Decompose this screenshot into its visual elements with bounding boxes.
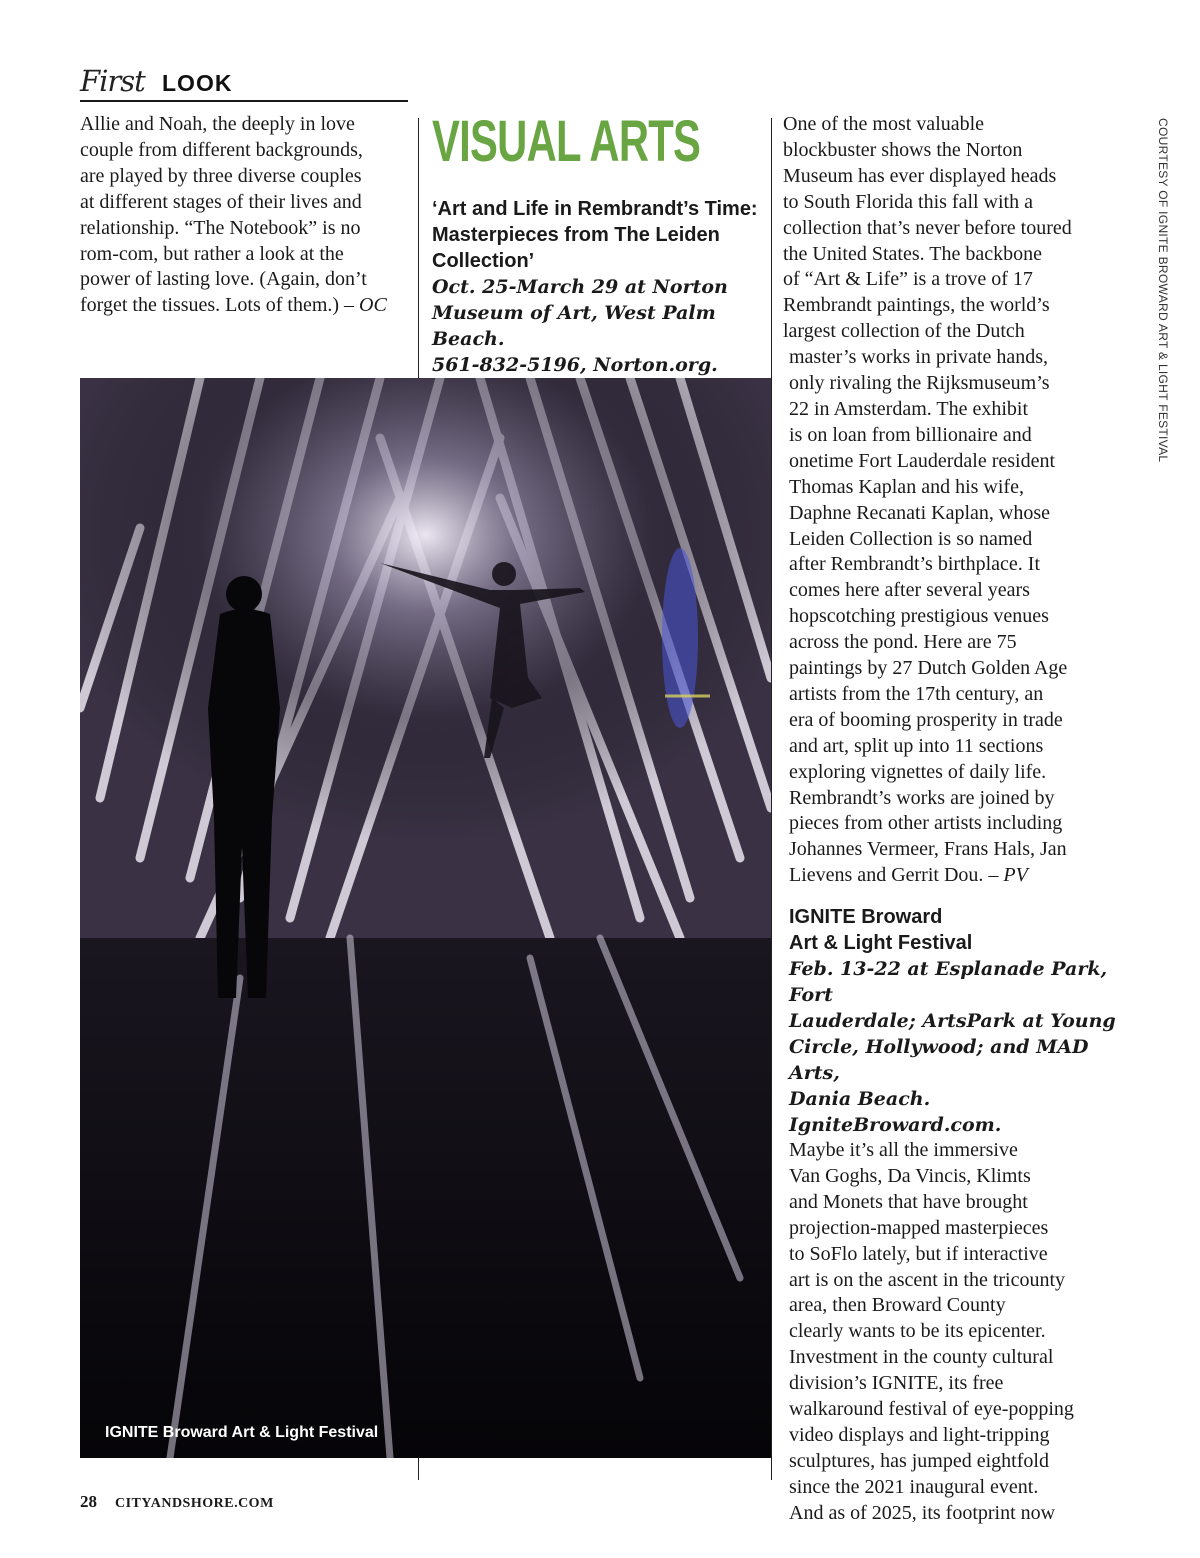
page-number: 28 bbox=[80, 1492, 97, 1511]
text-line bbox=[80, 293, 414, 319]
text-line: at different stages of their lives and bbox=[80, 190, 362, 213]
text-line: Daphne Recanati Kaplan, whose bbox=[789, 501, 1051, 524]
meta-line: Feb. 13-22 at Esplanade Park, Fort bbox=[789, 958, 1108, 1006]
text-line: Johannes Vermeer, Frans Hals, Jan bbox=[789, 838, 1067, 861]
text-line: hopscotching prestigious venues bbox=[789, 605, 1049, 628]
text-line: paintings by 27 Dutch Golden Age bbox=[789, 657, 1068, 680]
text-line bbox=[783, 863, 1128, 889]
meta-line: Oct. 25-March 29 at Norton bbox=[432, 276, 728, 298]
text-line: of “Art & Life” is a trove of 17 bbox=[783, 268, 1033, 291]
text-line: video displays and light-tripping bbox=[789, 1423, 1050, 1446]
meta-line: Lauderdale; ArtsPark at Young bbox=[789, 1010, 1116, 1032]
text-line: walkaround festival of eye-popping bbox=[789, 1398, 1074, 1421]
column-rule bbox=[418, 1458, 419, 1480]
column-rule bbox=[771, 118, 772, 1480]
text-line: power of lasting love. (Again, don’t bbox=[80, 268, 367, 291]
text-line: sculptures, has jumped eightfold bbox=[789, 1449, 1049, 1472]
text-line: Leiden Collection is so named bbox=[789, 527, 1033, 550]
text-line: era of booming prosperity in trade bbox=[789, 708, 1063, 731]
text-line: largest collection of the Dutch bbox=[783, 320, 1025, 343]
text-line: Rembrandt’s works are joined by bbox=[789, 786, 1055, 809]
text-line: relationship. “The Notebook” is no bbox=[80, 216, 361, 239]
text-line: One of the most valuable bbox=[783, 113, 985, 135]
title-line: Art & Light Festival bbox=[789, 932, 973, 954]
event-details bbox=[789, 956, 1124, 1138]
byline: OC bbox=[359, 294, 387, 317]
text-line: only rivaling the Rijksmuseum’s bbox=[789, 372, 1050, 395]
text-line: to SoFlo lately, but if interactive bbox=[789, 1242, 1048, 1265]
text-line: since the 2021 inaugural event. bbox=[789, 1475, 1039, 1498]
title-line: Collection’ bbox=[432, 250, 535, 272]
text-line: across the pond. Here are 75 bbox=[789, 631, 1017, 654]
column-1-text bbox=[80, 112, 414, 319]
text-line: Maybe it’s all the immersive bbox=[789, 1139, 1018, 1161]
text-line: area, then Broward County bbox=[789, 1294, 1006, 1317]
text-line: and art, split up into 11 sections bbox=[789, 734, 1044, 757]
text-line: And as of 2025, its footprint now bbox=[789, 1501, 1056, 1524]
text-line: Allie and Noah, the deeply in love bbox=[80, 113, 355, 135]
section-word: LOOK bbox=[162, 70, 233, 96]
text-line: 22 in Amsterdam. The exhibit bbox=[789, 397, 1029, 420]
meta-line: 561-832-5196, Norton.org. bbox=[432, 354, 718, 376]
column-3-text bbox=[783, 112, 1128, 889]
page-footer bbox=[80, 1492, 274, 1512]
event-title bbox=[432, 196, 762, 274]
section-header bbox=[80, 62, 408, 102]
event-title bbox=[789, 904, 1124, 956]
text-line: blockbuster shows the Norton bbox=[783, 138, 1023, 161]
text-line: artists from the 17th century, an bbox=[789, 682, 1044, 705]
text-line: Rembrandt paintings, the world’s bbox=[783, 294, 1050, 317]
text-line: is on loan from billionaire and bbox=[789, 423, 1032, 446]
festival-photo bbox=[80, 378, 771, 1458]
photo-credit-text: COURTESY OF IGNITE BROWARD ART & LIGHT FESTIVAL bbox=[1156, 118, 1170, 463]
body-text bbox=[789, 1138, 1124, 1527]
text-line: Thomas Kaplan and his wife, bbox=[789, 475, 1024, 498]
text-segment: Lievens and Gerrit Dou. – bbox=[789, 864, 1004, 887]
text-line: onetime Fort Lauderdale resident bbox=[789, 449, 1056, 472]
photo-credit bbox=[1154, 118, 1174, 463]
text-line: to South Florida this fall with a bbox=[783, 190, 1033, 213]
text-line: master’s works in private hands, bbox=[789, 346, 1049, 369]
text-line: Investment in the county cultural bbox=[789, 1346, 1054, 1369]
column-rule bbox=[418, 118, 419, 378]
text-line: after Rembrandt’s birthplace. It bbox=[789, 553, 1041, 576]
text-line: Van Goghs, Da Vincis, Klimts bbox=[789, 1164, 1031, 1187]
site-name: CITYANDSHORE.COM bbox=[115, 1496, 274, 1511]
event-listing-rembrandt bbox=[432, 196, 762, 378]
event-details bbox=[432, 274, 762, 378]
text-segment: forget the tissues. Lots of them.) – bbox=[80, 294, 360, 317]
title-line: ‘Art and Life in Rembrandt’s Time: bbox=[432, 198, 758, 220]
text-line: Museum has ever displayed heads bbox=[783, 164, 1057, 187]
byline: PV bbox=[1003, 864, 1028, 887]
text-line: clearly wants to be its epicenter. bbox=[789, 1320, 1046, 1343]
text-line: comes here after several years bbox=[789, 579, 1030, 602]
meta-line: Museum of Art, West Palm Beach. bbox=[432, 302, 716, 350]
title-line: Masterpieces from The Leiden bbox=[432, 224, 720, 246]
photo-caption: IGNITE Broward Art & Light Festival bbox=[105, 1424, 379, 1441]
title-line: IGNITE Broward bbox=[789, 906, 943, 928]
text-line: art is on the ascent in the tricounty bbox=[789, 1268, 1066, 1291]
text-line: couple from different backgrounds, bbox=[80, 138, 363, 161]
meta-line: Circle, Hollywood; and MAD Arts, bbox=[789, 1036, 1089, 1084]
section-title: VISUAL ARTS bbox=[432, 109, 701, 174]
text-line: projection-mapped masterpieces bbox=[789, 1216, 1049, 1239]
text-line: exploring vignettes of daily life. bbox=[789, 760, 1047, 783]
text-line: division’s IGNITE, its free bbox=[789, 1372, 1004, 1395]
meta-line: Dania Beach. IgniteBroward.com. bbox=[789, 1088, 1002, 1136]
text-line: and Monets that have brought bbox=[789, 1190, 1028, 1213]
text-line: pieces from other artists including bbox=[789, 812, 1063, 835]
event-listing-ignite bbox=[789, 904, 1124, 1527]
text-line: rom-com, but rather a look at the bbox=[80, 242, 344, 265]
text-line: collection that’s never before toured bbox=[783, 216, 1072, 239]
text-line: the United States. The backbone bbox=[783, 242, 1043, 265]
text-line: are played by three diverse couples bbox=[80, 164, 362, 187]
section-script-word: First bbox=[80, 64, 145, 98]
light-installation-illustration bbox=[80, 378, 771, 1458]
